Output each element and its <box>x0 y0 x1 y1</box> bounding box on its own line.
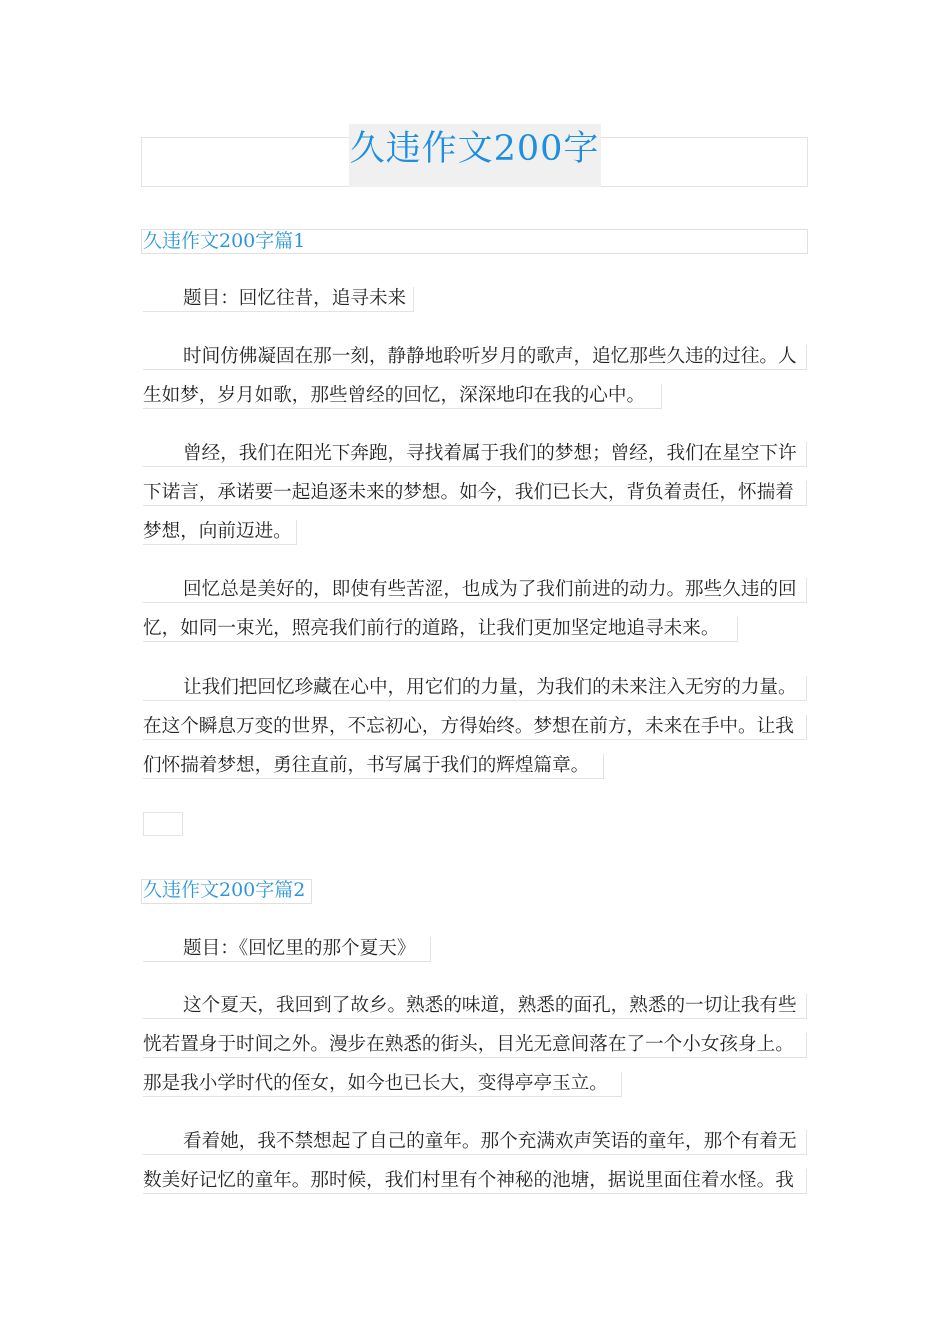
paragraph-line: 数美好记忆的童年。那时候，我们村里有个神秘的池塘，据说里面住着水怪。我 <box>143 1169 807 1194</box>
paragraph-line: 时间仿佛凝固在那一刻，静静地聆听岁月的歌声，追忆那些久违的过往。人 <box>143 345 807 370</box>
paragraph-line: 梦想，向前迈进。 <box>143 520 297 545</box>
section-heading: 久违作文200字篇2 <box>143 879 306 901</box>
paragraph-line: 题目：《回忆里的那个夏天》 <box>143 937 431 962</box>
paragraph-line: 看着她，我不禁想起了自己的童年。那个充满欢声笑语的童年，那个有着无 <box>143 1130 807 1155</box>
empty-paragraph <box>143 812 183 836</box>
paragraph-line: 这个夏天，我回到了故乡。熟悉的味道，熟悉的面孔，熟悉的一切让我有些 <box>143 994 807 1019</box>
paragraph-line: 下诺言，承诺要一起追逐未来的梦想。如今，我们已长大，背负着责任，怀揣着 <box>143 481 807 506</box>
paragraph-line: 曾经，我们在阳光下奔跑，寻找着属于我们的梦想；曾经，我们在星空下许 <box>143 442 807 467</box>
paragraph-line: 题目：回忆往昔，追寻未来 <box>143 287 414 312</box>
paragraph-line: 在这个瞬息万变的世界，不忘初心，方得始终。梦想在前方，未来在手中。让我 <box>143 715 807 740</box>
paragraph-line: 回忆总是美好的，即使有些苦涩，也成为了我们前进的动力。那些久违的回 <box>143 578 807 603</box>
section-heading: 久违作文200字篇1 <box>143 230 306 252</box>
paragraph-line: 让我们把回忆珍藏在心中，用它们的力量，为我们的未来注入无穷的力量。 <box>143 676 807 701</box>
paragraph-line: 那是我小学时代的侄女，如今也已长大，变得亭亭玉立。 <box>143 1072 622 1097</box>
document-title: 久违作文200字 <box>349 129 600 169</box>
paragraph-line: 生如梦，岁月如歌，那些曾经的回忆，深深地印在我的心中。 <box>143 384 662 409</box>
paragraph-line: 忆，如同一束光，照亮我们前行的道路，让我们更加坚定地追寻未来。 <box>143 617 738 642</box>
paragraph-line: 们怀揣着梦想，勇往直前，书写属于我们的辉煌篇章。 <box>143 754 604 779</box>
paragraph-line: 恍若置身于时间之外。漫步在熟悉的街头，目光无意间落在了一个小女孩身上。 <box>143 1033 807 1058</box>
